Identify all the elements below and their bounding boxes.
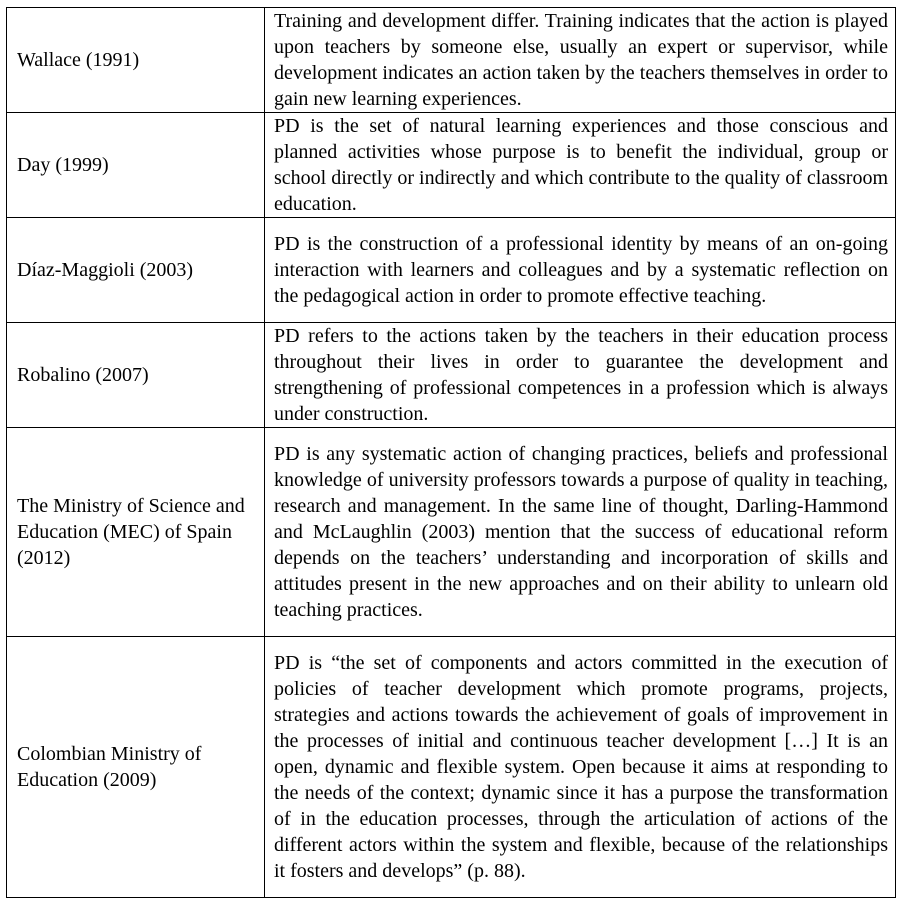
definition-cell: Training and development differ. Training indicates that the action is played upon teachers by someone else, usually an expert or supervisor, while development indicates an action taken by the teachers themselves in order to gain new learning experiences. <box>265 8 896 113</box>
table-row <box>7 428 896 637</box>
table-row <box>7 218 896 323</box>
author-cell: Díaz-Maggioli (2003) <box>7 218 265 323</box>
definition-cell: PD is “the set of components and actors committed in the execution of policies of teacher development which promote programs, projects, strategies and actions towards the achievement of goals of improvement in the processes of initial and continuous teacher development […] It is an open, dynamic and flexible system. Open because it aims at responding to the needs of the context; dynamic since it has a purpose the transformation of in the education processes, through the articulation of actions of the different actors within the system and flexible, because of the relationships it fosters and develops” (p. 88). <box>265 637 896 898</box>
author-cell: Colombian Ministry of Education (2009) <box>7 637 265 898</box>
pd-definitions-table <box>6 7 896 898</box>
author-cell: Robalino (2007) <box>7 323 265 428</box>
definition-cell: PD is the set of natural learning experiences and those conscious and planned activities whose purpose is to benefit the individual, group or school directly or indirectly and which contribute to the quality of classroom education. <box>265 113 896 218</box>
author-cell: Wallace (1991) <box>7 8 265 113</box>
definition-cell: PD is the construction of a professional identity by means of an on-going interaction with learners and colleagues and by a systematic reflection on the pedagogical action in order to promote effective teaching. <box>265 218 896 323</box>
table-row <box>7 637 896 898</box>
table-row <box>7 113 896 218</box>
definition-cell: PD is any systematic action of changing practices, beliefs and professional knowledge of university professors towards a purpose of quality in teaching, research and management. In the same line of thought, Darling-Hammond and McLaughlin (2003) mention that the success of educational reform depends on the teachers’ understanding and incorporation of skills and attitudes present in the new approaches and on their ability to unlearn old teaching practices. <box>265 428 896 637</box>
table-row <box>7 323 896 428</box>
author-cell: The Ministry of Science and Education (MEC) of Spain (2012) <box>7 428 265 637</box>
definitions-table-wrapper <box>6 7 896 898</box>
author-cell: Day (1999) <box>7 113 265 218</box>
table-row <box>7 8 896 113</box>
definition-cell: PD refers to the actions taken by the teachers in their education process throughout their lives in order to guarantee the development and strengthening of professional competences in a profession which is always under construction. <box>265 323 896 428</box>
